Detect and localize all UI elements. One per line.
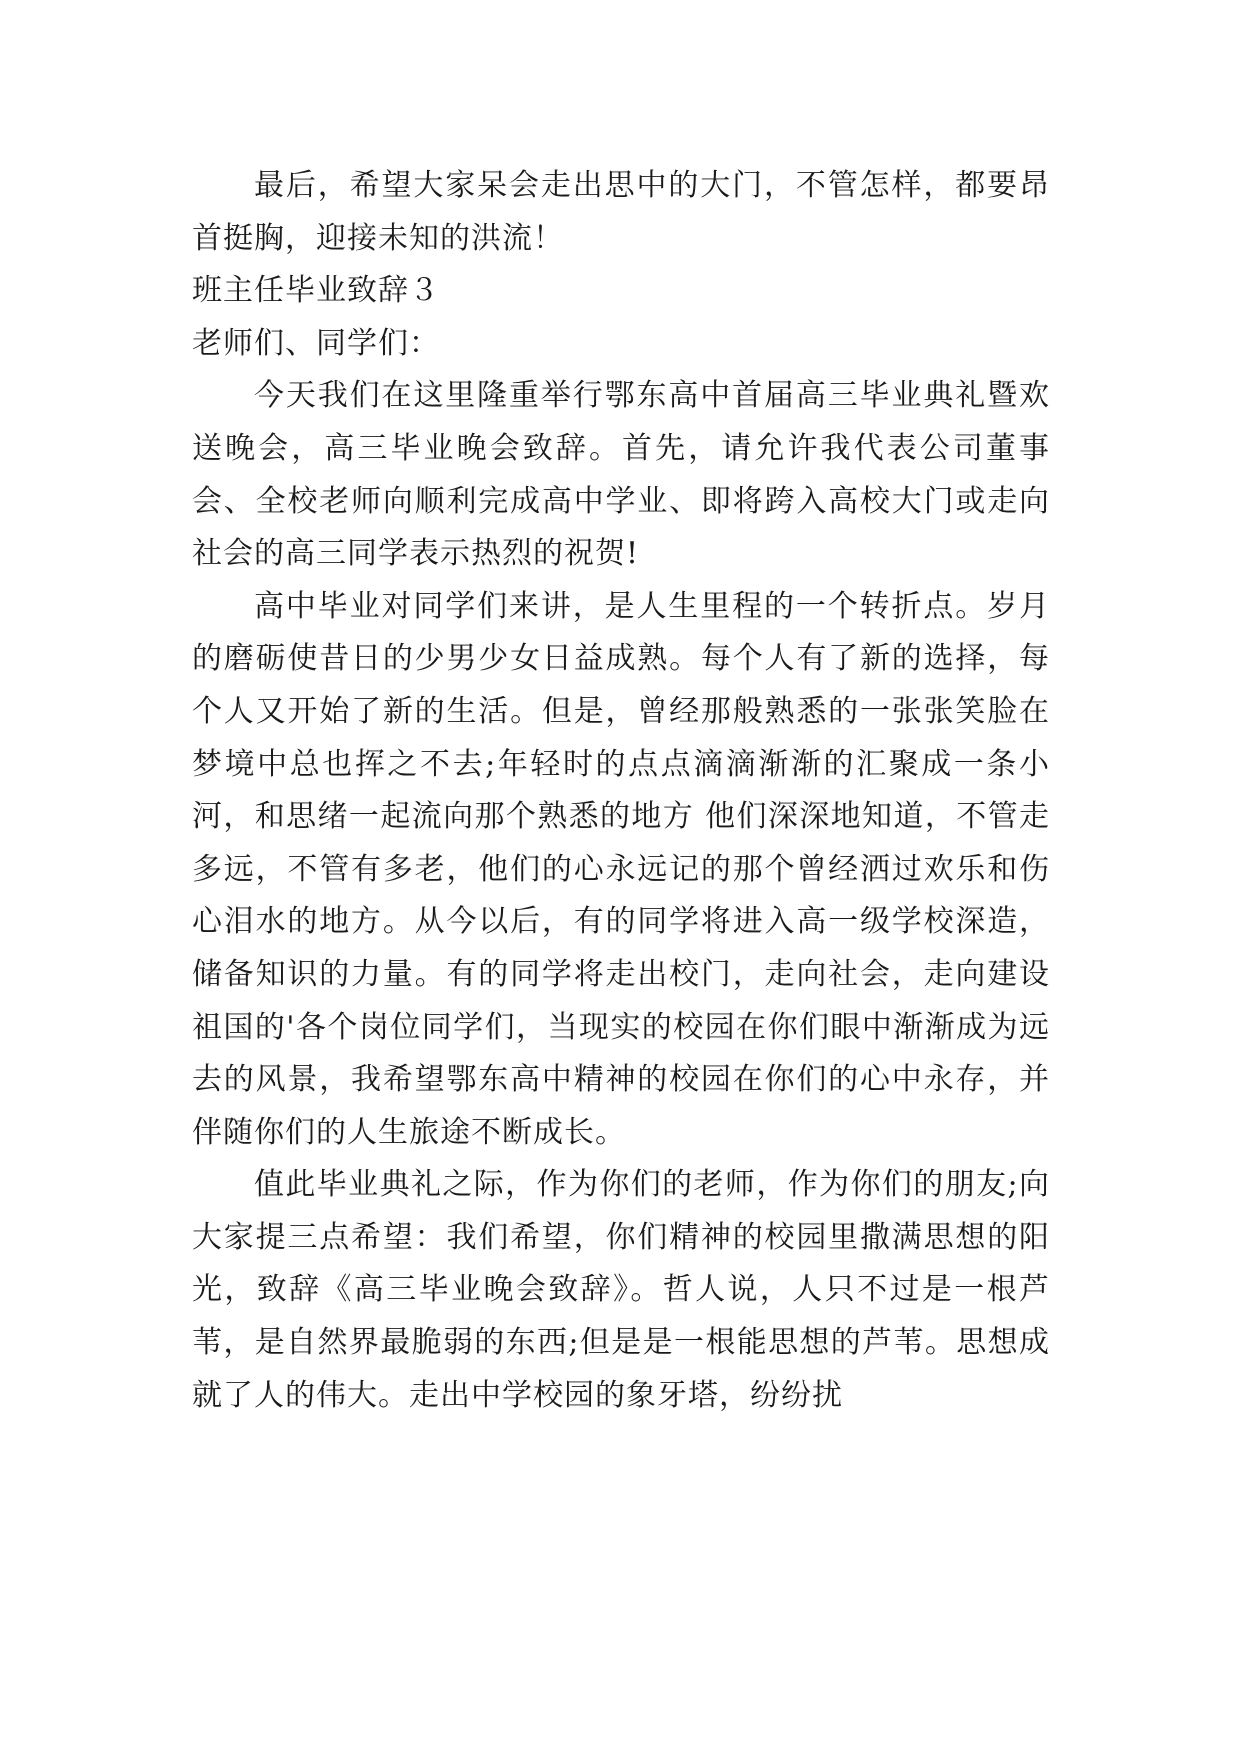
document-body	[192, 160, 1050, 1422]
body-paragraph: 高中毕业对同学们来讲，是人生里程的一个转折点。岁月的磨砺使昔日的少男少女日益成熟。每个人有了新的选择，每个人又开始了新的生活。但是，曾经那般熟悉的一张张笑脸在梦境中总也挥之不去;年轻时的点点滴滴渐渐的汇聚成一条小河，和思绪一起流向那个熟悉的地方 他们深深地知道，不管走多远，不管有多老，他们的心永远记的那个曾经洒过欢乐和伤心泪水的地方。从今以后，有的同学将进入高一级学校深造，储备知识的力量。有的同学将走出校门，走向社会，走向建设祖国的'各个岗位同学们，当现实的校园在你们眼中渐渐成为远去的风景，我希望鄂东高中精神的校园在你们的心中永存，并伴随你们的人生旅途不断成长。	[192, 588, 1050, 1150]
closing-paragraph: 最后，希望大家呆会走出思中的大门，不管怎样，都要昂首挺胸，迎接未知的洪流！	[192, 168, 1050, 256]
body-paragraph: 今天我们在这里隆重举行鄂东高中首届高三毕业典礼暨欢送晚会，高三毕业晚会致辞。首先，请允许我代表公司董事会、全校老师向顺利完成高中学业、即将跨入高校大门或走向社会的高三同学表示热烈的祝贺!	[192, 378, 1050, 572]
body-paragraph: 值此毕业典礼之际，作为你们的老师，作为你们的朋友;向大家提三点希望：我们希望，你们精神的校园里撒满思想的阳光，致辞《高三毕业晚会致辞》。哲人说，人只不过是一根芦苇，是自然界最脆弱的东西;但是是一根能思想的芦苇。思想成就了人的伟大。走出中学校园的象牙塔，纷纷扰	[192, 1167, 1050, 1413]
section-heading: 班主任毕业致辞３	[192, 273, 440, 309]
salutation: 老师们、同学们：	[192, 325, 440, 361]
